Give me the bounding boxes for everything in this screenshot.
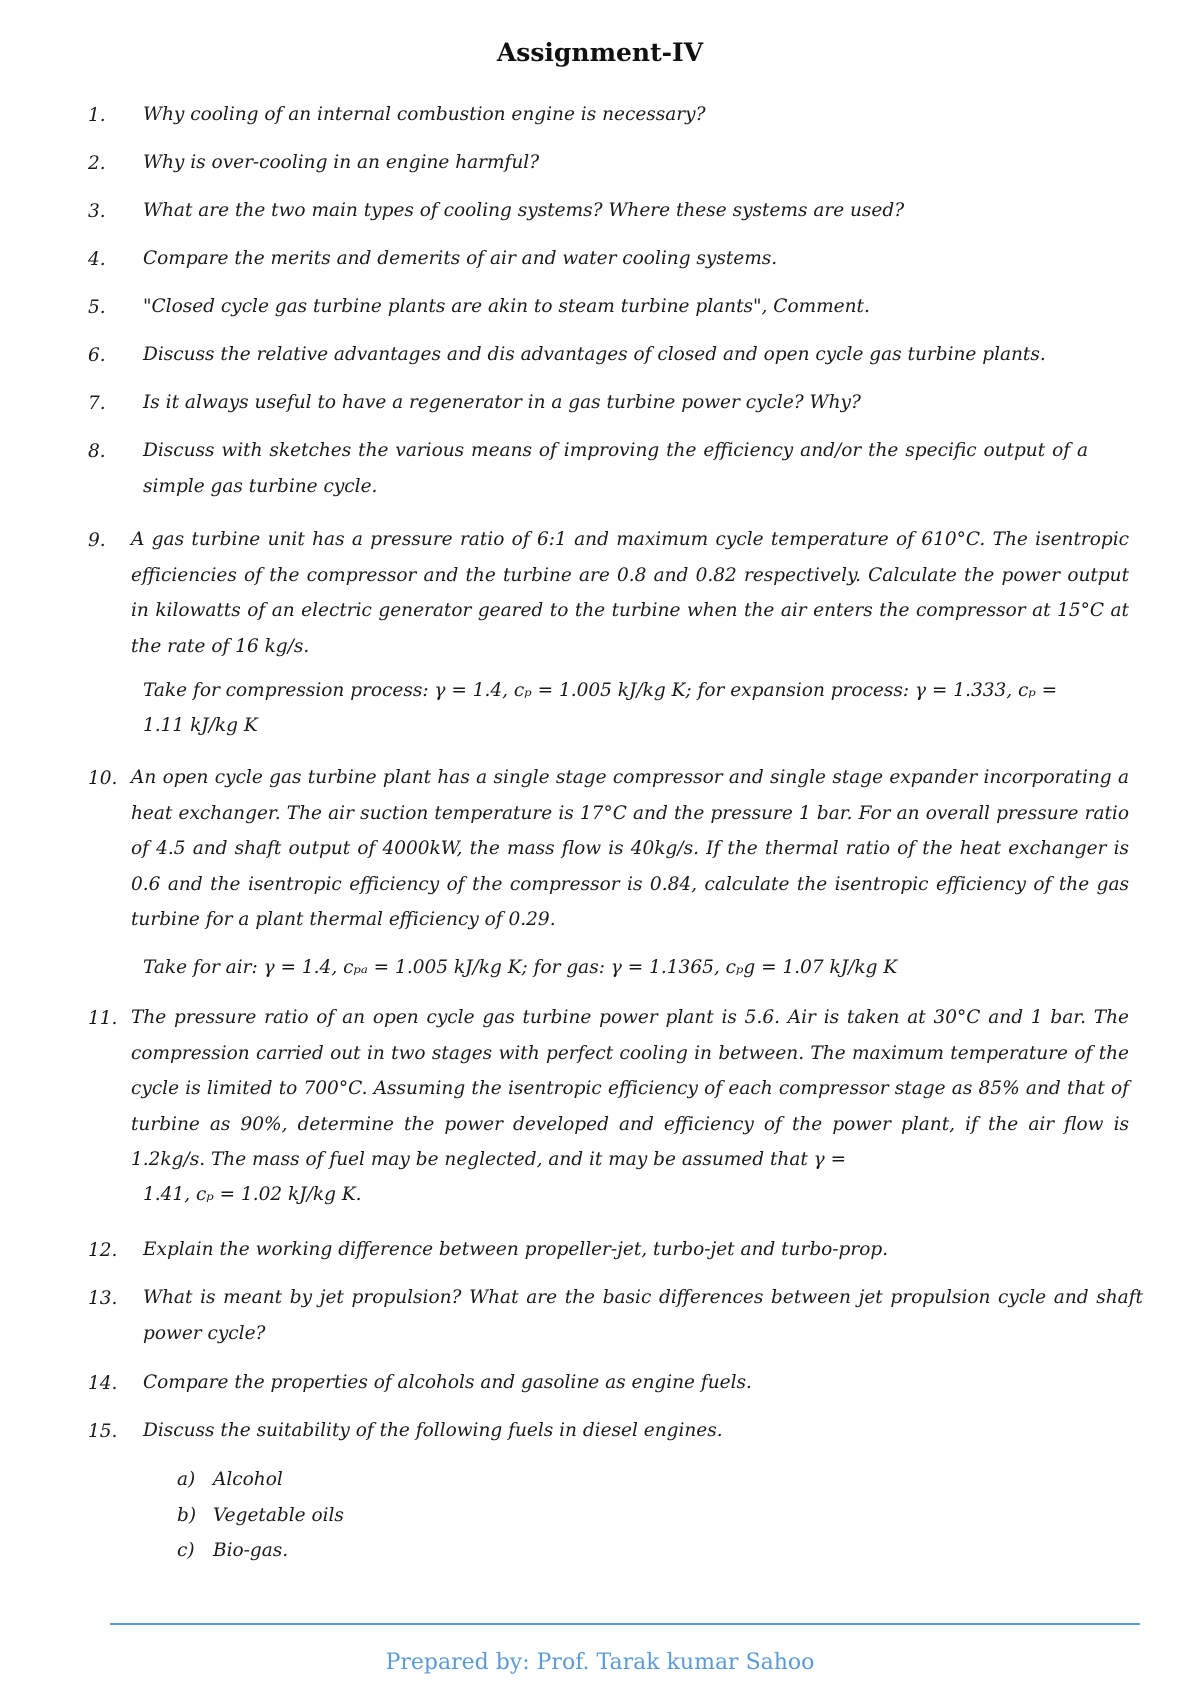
footer-credit: Prepared by: Prof. Tarak kumar Sahoo — [385, 1650, 815, 1675]
question-text: Discuss the relative advantages and dis advantages of closed and open cycle gas turbine plants. — [143, 344, 1046, 365]
question-number: 13. — [88, 1288, 118, 1309]
question-number: 3. — [88, 201, 106, 222]
option-text: Bio-gas. — [213, 1540, 289, 1561]
question-number: 5. — [88, 297, 106, 318]
question-text: A gas turbine unit has a pressure ratio of 6:1 and maximum cycle temperature of 610°C. The isentropic efficiencies of the compressor and the turbine are 0.8 and 0.82 respectively. Calculate the power output in kilowatts of an electric generator geared to the turbine when the air enters the compressor at 15°C at the rate of 16 kg/s. — [131, 529, 1129, 657]
question-text: Why cooling of an internal combustion engine is necessary? — [143, 104, 706, 125]
question-number: 7. — [88, 393, 106, 414]
question-text: Discuss the suitability of the following fuels in diesel engines. — [143, 1420, 723, 1441]
question-number: 4. — [88, 249, 106, 270]
question-number: 15. — [88, 1421, 118, 1442]
question-text: Compare the merits and demerits of air and water cooling systems. — [143, 248, 778, 269]
question-text: Why is over-cooling in an engine harmful? — [143, 152, 540, 173]
question-text: What are the two main types of cooling systems? Where these systems are used? — [143, 200, 905, 221]
option-text: Vegetable oils — [213, 1505, 344, 1526]
option-letter: a) — [177, 1469, 196, 1490]
question-number: 8. — [88, 441, 106, 462]
question-text: Explain the working difference between propeller-jet, turbo-jet and turbo-prop. — [143, 1239, 889, 1260]
question-text: Is it always useful to have a regenerator in a gas turbine power cycle? Why? — [143, 392, 861, 413]
question-number: 10. — [88, 768, 118, 789]
option-text: Alcohol — [213, 1469, 283, 1490]
question-note: 1.41, cₚ = 1.02 kJ/kg K. — [143, 1184, 362, 1205]
question-text: Discuss with sketches the various means of improving the efficiency and/or the specific output of a simple gas turbine cycle. — [143, 440, 1088, 497]
question-number: 2. — [88, 153, 106, 174]
question-number: 9. — [88, 530, 106, 551]
question-text: What is meant by jet propulsion? What are the basic differences between jet propulsion cycle and shaft power cycle? — [143, 1287, 1143, 1344]
option-letter: c) — [177, 1540, 195, 1561]
question-number: 1. — [88, 105, 106, 126]
question-number: 14. — [88, 1373, 118, 1394]
footer-divider — [110, 1623, 1140, 1625]
question-note: Take for air: γ = 1.4, cₚₐ = 1.005 kJ/kg K; for gas: γ = 1.1365, cₚg = 1.07 kJ/kg K — [143, 957, 898, 978]
option-letter: b) — [177, 1505, 197, 1526]
question-note: 1.11 kJ/kg K — [143, 715, 258, 736]
page-title: Assignment-IV — [496, 38, 704, 67]
question-text: "Closed cycle gas turbine plants are akin to steam turbine plants", Comment. — [143, 296, 870, 317]
question-number: 6. — [88, 345, 106, 366]
question-number: 12. — [88, 1240, 118, 1261]
question-text: An open cycle gas turbine plant has a single stage compressor and single stage expander incorporating a heat exchanger. The air suction temperature is 17°C and the pressure 1 bar. For an overall pressure ratio of 4.5 and shaft output of 4000kW, the mass flow is 40kg/s. If the thermal ratio of the heat exchanger is 0.6 and the isentropic efficiency of the compressor is 0.84, calculate the isentropic efficiency of the gas turbine for a plant thermal efficiency of 0.29. — [131, 767, 1129, 930]
question-note: Take for compression process: γ = 1.4, cₚ = 1.005 kJ/kg K; for expansion process: γ = 1.333, cₚ = — [143, 680, 1058, 701]
question-text: The pressure ratio of an open cycle gas turbine power plant is 5.6. Air is taken at 30°C and 1 bar. The compression carried out in two stages with perfect cooling in between. The maximum temperature of the cycle is limited to 700°C. Assuming the isentropic efficiency of each compressor stage as 85% and that of turbine as 90%, determine the power developed and efficiency of the power plant, if the air flow is 1.2kg/s. The mass of fuel may be neglected, and it may be assumed that γ = — [131, 1007, 1129, 1170]
question-number: 11. — [88, 1008, 118, 1029]
question-text: Compare the properties of alcohols and gasoline as engine fuels. — [143, 1372, 752, 1393]
